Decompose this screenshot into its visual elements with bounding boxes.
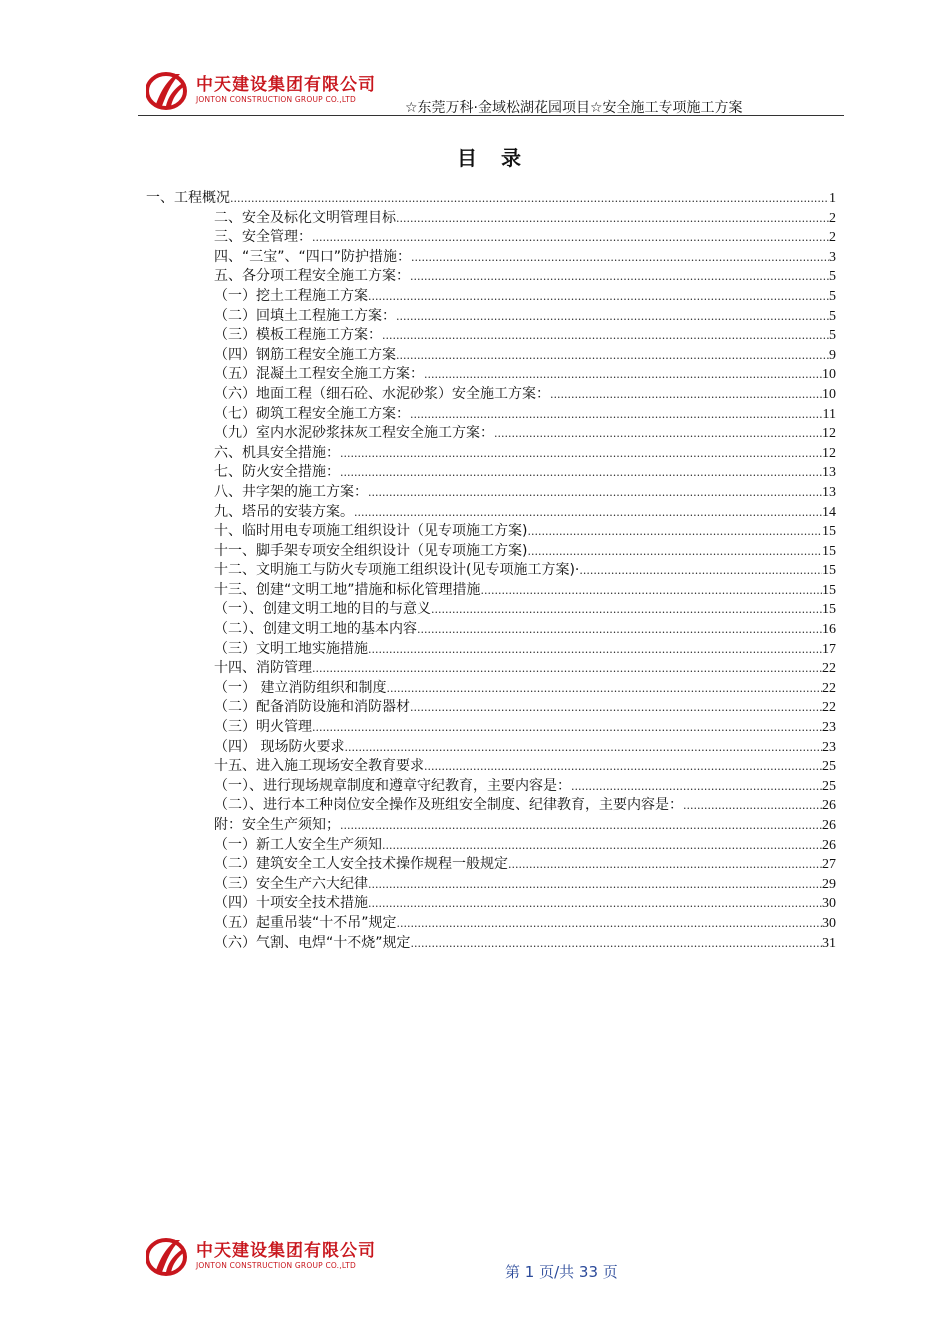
toc-entry-page: 2 (829, 210, 836, 226)
toc-dot-leader (368, 894, 822, 914)
toc-entry-text: （二）、创建文明工地的基本内容 (214, 621, 417, 638)
toc-dot-leader (508, 855, 822, 875)
toc-entry-text: 八、井字架的施工方案： (214, 483, 368, 500)
toc-entry-text: 十、临时用电专项施工组织设计（见专项施工方案) (214, 523, 528, 540)
toc-entry[interactable] (146, 914, 836, 934)
toc-dot-leader (411, 248, 829, 268)
toc-dot-leader (368, 640, 822, 660)
toc-entry-text: （三）文明工地实施措施 (214, 640, 368, 657)
toc-entry[interactable] (146, 542, 836, 562)
toc-entry[interactable] (146, 405, 836, 425)
toc-entry-page: 5 (829, 288, 836, 304)
toc-entry[interactable] (146, 894, 836, 914)
toc-dot-leader (424, 757, 822, 777)
toc-entry-text: （三）安全生产六大纪律 (214, 875, 368, 892)
toc-entry-page: 1 (829, 191, 836, 206)
toc-entry-text: （七）砌筑工程安全施工方案： (214, 405, 410, 422)
toc-entry[interactable] (146, 326, 836, 346)
toc-entry-text: （一）挖土工程施工方案 (214, 287, 368, 304)
toc-entry-page: 5 (829, 308, 836, 324)
toc-entry-text: （一）、进行现场规章制度和遵章守纪教育，主要内容是： (214, 777, 571, 794)
toc-entry-page: 26 (822, 837, 836, 853)
toc-entry[interactable] (146, 816, 836, 836)
toc-entry[interactable] (146, 581, 836, 601)
toc-entry[interactable] (146, 346, 836, 366)
toc-entry-page: 9 (829, 347, 836, 363)
toc-entry[interactable] (146, 228, 836, 248)
toc-entry-page: 30 (822, 915, 836, 931)
toc-dot-leader (494, 424, 822, 444)
toc-entry[interactable] (146, 209, 836, 229)
toc-dot-leader (312, 228, 829, 248)
toc-entry[interactable] (146, 365, 836, 385)
toc-entry-page: 15 (822, 582, 836, 598)
toc-entry-page: 31 (822, 935, 836, 951)
toc-dot-leader (683, 796, 822, 816)
toc-dot-leader (382, 836, 822, 856)
toc-entry[interactable] (146, 287, 836, 307)
toc-dot-leader (417, 620, 822, 640)
toc-entry-text: 六、机具安全措施： (214, 444, 340, 461)
toc-entry-text: 四、“三宝”、“四口”防护措施： (214, 248, 412, 265)
toc-dot-leader (397, 914, 822, 934)
footer-company-name-en: JONTON CONSTRUCTION GROUP CO.,LTD (196, 1261, 356, 1270)
toc-entry-page: 12 (822, 445, 836, 461)
toc-entry-page: 15 (822, 543, 836, 559)
toc-entry[interactable] (146, 796, 836, 816)
toc-entry[interactable] (146, 424, 836, 444)
toc-dot-leader (579, 561, 822, 581)
toc-entry-text: （四）十项安全技术措施 (214, 895, 368, 912)
toc-entry[interactable] (146, 385, 836, 405)
toc-entry[interactable] (146, 444, 836, 464)
toc-dot-leader (571, 777, 822, 797)
toc-entry[interactable] (146, 855, 836, 875)
table-of-contents (146, 189, 836, 953)
toc-entry-text: （三）模板工程施工方案： (214, 327, 382, 344)
toc-entry-text: （五）混凝土工程安全施工方案： (214, 366, 424, 383)
toc-dot-leader (527, 522, 822, 542)
toc-dot-leader (368, 483, 822, 503)
toc-entry-text: 十一、脚手架专项安全组织设计（见专项施工方案) (214, 542, 528, 559)
toc-entry-text: 七、防火安全措施： (214, 464, 340, 481)
toc-entry-text: 十二、文明施工与防火专项施工组织设计(见专项施工方案)· (214, 562, 580, 579)
toc-entry-page: 23 (822, 739, 836, 755)
toc-entry[interactable] (146, 757, 836, 777)
toc-entry-page: 5 (829, 328, 836, 344)
footer-company-name-cn: 中天建设集团有限公司 (196, 1241, 376, 1261)
page-title: 目 录 (457, 146, 523, 170)
toc-dot-leader (410, 267, 829, 287)
footer-company-logo (146, 1236, 376, 1276)
toc-entry-page: 15 (822, 563, 836, 579)
toc-entry-text: （三）明火管理 (214, 719, 312, 736)
toc-dot-leader (411, 934, 822, 954)
toc-dot-leader (312, 718, 822, 738)
toc-entry-page: 27 (822, 857, 836, 873)
toc-entry-text: 三、安全管理： (214, 229, 312, 246)
toc-entry-text: （一）新工人安全生产须知 (214, 836, 382, 853)
toc-entry-text: （二）配备消防设施和消防器材 (214, 699, 410, 716)
toc-dot-leader (396, 307, 829, 327)
toc-entry[interactable] (146, 777, 836, 797)
toc-entry-page: 26 (822, 818, 836, 833)
toc-entry-page: 25 (822, 759, 836, 775)
toc-entry-text: 十四、消防管理 (214, 660, 312, 677)
toc-entry-page: 29 (822, 876, 836, 892)
toc-entry-text: 五、各分项工程安全施工方案： (214, 268, 410, 285)
toc-entry-text: （四）钢筋工程安全施工方案 (214, 346, 396, 363)
toc-entry-page: 12 (822, 426, 836, 442)
toc-entry[interactable] (146, 483, 836, 503)
toc-entry-page: 23 (822, 720, 836, 736)
toc-entry-page: 30 (822, 896, 836, 912)
toc-dot-leader (344, 738, 822, 758)
toc-entry-text: 一、工程概况 (146, 190, 230, 206)
toc-dot-leader (550, 385, 822, 405)
toc-entry[interactable] (146, 718, 836, 738)
toc-dot-leader (312, 659, 822, 679)
toc-entry-page: 26 (822, 798, 836, 814)
toc-entry[interactable] (146, 659, 836, 679)
toc-entry-text: 十三、创建“文明工地”措施和标化管理措施 (214, 581, 481, 598)
toc-entry-page: 25 (822, 778, 836, 794)
toc-entry[interactable] (146, 267, 836, 287)
toc-dot-leader (230, 189, 829, 209)
toc-entry-page: 16 (822, 622, 836, 638)
toc-entry[interactable] (146, 522, 836, 542)
toc-entry[interactable] (146, 463, 836, 483)
company-logo-icon (146, 1236, 190, 1276)
toc-entry[interactable] (146, 875, 836, 895)
toc-entry[interactable] (146, 640, 836, 660)
header-company-logo (146, 70, 376, 110)
toc-entry-text: （一） 建立消防组织和制度 (214, 679, 387, 696)
toc-entry-page: 10 (822, 367, 836, 383)
toc-dot-leader (396, 346, 829, 366)
toc-entry[interactable] (146, 934, 836, 954)
toc-entry-page: 15 (822, 602, 836, 618)
toc-entry[interactable] (146, 189, 836, 209)
toc-entry-page: 22 (822, 700, 836, 716)
toc-dot-leader (396, 209, 829, 229)
toc-entry-text: （二）回填土工程施工方案： (214, 307, 396, 324)
toc-dot-leader (410, 405, 823, 425)
header-company-name-cn: 中天建设集团有限公司 (196, 75, 376, 95)
toc-entry-page: 13 (822, 484, 836, 500)
toc-entry-page: 3 (829, 249, 836, 265)
toc-entry-page: 5 (829, 269, 836, 285)
toc-entry-text: 九、塔吊的安装方案。 (214, 503, 354, 520)
toc-entry[interactable] (146, 248, 836, 268)
toc-dot-leader (431, 600, 822, 620)
toc-entry-text: （九）室内水泥砂浆抹灰工程安全施工方案： (214, 425, 494, 442)
page-number: 第 1 页/共 33 页 (505, 1263, 618, 1281)
toc-dot-leader (410, 698, 822, 718)
toc-dot-leader (340, 444, 822, 464)
toc-entry-page: 11 (822, 406, 836, 422)
toc-entry-page: 13 (822, 465, 836, 481)
toc-entry[interactable] (146, 679, 836, 699)
toc-entry-text: （四） 现场防火要求 (214, 738, 345, 755)
toc-entry-text: （一）、创建文明工地的目的与意义 (214, 601, 431, 618)
toc-entry-text: 十五、进入施工现场安全教育要求 (214, 758, 424, 775)
toc-dot-leader (527, 542, 822, 562)
header-company-name-en: JONTON CONSTRUCTION GROUP CO.,LTD (196, 95, 356, 104)
toc-entry-page: 10 (822, 386, 836, 402)
toc-dot-leader (386, 679, 822, 699)
toc-entry-text: 附：安全生产须知； (214, 817, 340, 833)
toc-dot-leader (481, 581, 822, 601)
toc-entry[interactable] (146, 503, 836, 523)
header-document-title: ☆东莞万科·金域松湖花园项目☆安全施工专项施工方案 (405, 100, 743, 116)
toc-entry[interactable] (146, 307, 836, 327)
toc-dot-leader (424, 365, 822, 385)
toc-dot-leader (340, 463, 822, 483)
toc-entry-text: 二、安全及标化文明管理目标 (214, 209, 396, 226)
toc-entry-text: （五）起重吊装“十不吊”规定 (214, 914, 397, 931)
company-logo-icon (146, 70, 190, 110)
toc-entry-page: 15 (822, 524, 836, 540)
toc-entry-text: （二）、进行本工种岗位安全操作及班组安全制度、纪律教育，主要内容是： (214, 797, 683, 814)
toc-entry[interactable] (146, 738, 836, 758)
toc-entry[interactable] (146, 698, 836, 718)
toc-entry[interactable] (146, 561, 836, 581)
toc-dot-leader (354, 503, 822, 523)
toc-entry-page: 17 (822, 641, 836, 657)
toc-dot-leader (382, 326, 829, 346)
header-divider (138, 115, 844, 116)
toc-entry-page: 14 (822, 504, 836, 520)
toc-entry-page: 2 (829, 230, 836, 246)
toc-entry-page: 22 (822, 680, 836, 696)
toc-dot-leader (340, 816, 822, 836)
toc-entry[interactable] (146, 620, 836, 640)
toc-entry-text: （六）地面工程（细石砼、水泥砂浆）安全施工方案： (214, 385, 550, 402)
toc-dot-leader (368, 875, 822, 895)
toc-entry-page: 22 (822, 661, 836, 677)
toc-entry-text: （六）气割、电焊“十不烧”规定 (214, 934, 411, 951)
toc-dot-leader (368, 287, 829, 307)
toc-entry-text: （二）建筑安全工人安全技术操作规程一般规定 (214, 856, 508, 873)
toc-entry[interactable] (146, 836, 836, 856)
toc-entry[interactable] (146, 600, 836, 620)
